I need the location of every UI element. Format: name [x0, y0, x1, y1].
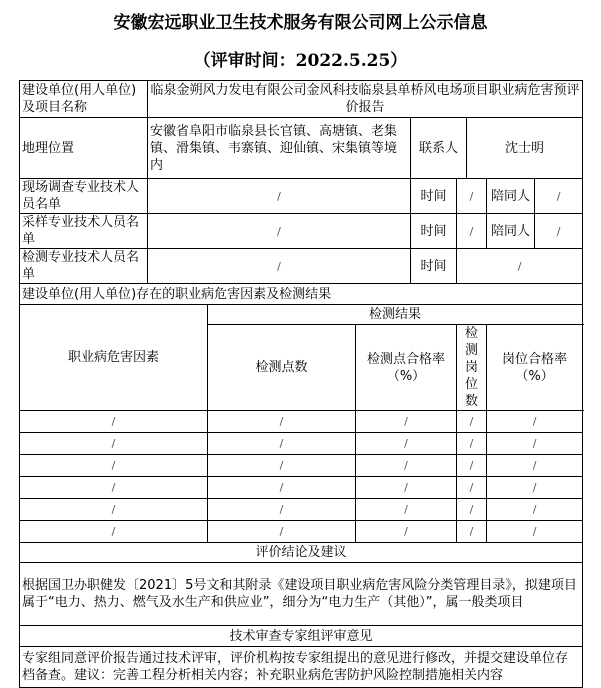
table-cell: / [457, 521, 487, 543]
table-row [20, 411, 583, 433]
table-row [20, 499, 583, 521]
table-cell: / [457, 433, 487, 455]
sampling-companion-value: / [535, 214, 583, 249]
table-cell: / [208, 521, 356, 543]
hazards-section-title: 建设单位(用人单位)存在的职业病危害因素及检测结果 [20, 284, 583, 305]
table-cell: / [487, 477, 583, 499]
survey-time-label: 时间 [411, 179, 457, 214]
survey-companion-label: 陪同人 [487, 179, 535, 214]
table-cell: / [356, 521, 457, 543]
location-value: 安徽省阜阳市临泉县长官镇、高塘镇、老集镇、滑集镇、韦寨镇、迎仙镇、宋集镇等境内 [148, 118, 411, 179]
unit-label: 建设单位(用人单位)及项目名称 [20, 81, 148, 118]
survey-time-value: / [457, 179, 487, 214]
table-cell: / [208, 411, 356, 433]
testing-label: 检测专业技术人员名单 [20, 249, 148, 284]
table-cell: / [20, 455, 208, 477]
table-cell: / [487, 433, 583, 455]
contact-label: 联系人 [411, 118, 467, 179]
table-cell: / [20, 521, 208, 543]
col-header-post-rate: 岗位合格率（%） [487, 325, 583, 411]
table-cell: / [356, 455, 457, 477]
page-title: 安徽宏远职业卫生技术服务有限公司网上公示信息 [113, 13, 488, 33]
col-header-posts: 检测岗位数 [457, 325, 487, 411]
table-cell: / [208, 499, 356, 521]
table-cell: / [457, 455, 487, 477]
table-cell: / [457, 411, 487, 433]
table-cell: / [20, 433, 208, 455]
testing-names: / [148, 249, 411, 284]
sampling-time-label: 时间 [411, 214, 457, 249]
testing-time-value: / [457, 249, 583, 284]
table-cell: / [487, 521, 583, 543]
table-row [20, 455, 583, 477]
table-cell: / [208, 455, 356, 477]
sampling-label: 采样专业技术人员名单 [20, 214, 148, 249]
conclusion-title: 评价结论及建议 [20, 543, 583, 563]
table-cell: / [208, 433, 356, 455]
results-header: 检测结果 [208, 305, 583, 325]
col-header-point-rate: 检测点合格率（%） [356, 325, 457, 411]
table-row [20, 521, 583, 543]
table-cell: / [356, 433, 457, 455]
table-cell: / [487, 455, 583, 477]
col-header-points: 检测点数 [208, 325, 356, 411]
table-row [20, 433, 583, 455]
review-time: （评审时间：2022.5.25） [193, 51, 408, 71]
table-cell: / [356, 499, 457, 521]
table-cell: / [208, 477, 356, 499]
sampling-names: / [148, 214, 411, 249]
table-cell: / [487, 499, 583, 521]
review-text: 专家组同意评价报告通过技术评审，评价机构按专家组提出的意见进行修改，并提交建设单位存档备查。建议：完善工程分析相关内容；补充职业病危害防护风险控制措施相关内容 [20, 647, 583, 688]
disclosure-form [19, 80, 583, 688]
contact-value: 沈士明 [467, 118, 583, 179]
sampling-companion-label: 陪同人 [487, 214, 535, 249]
survey-companion-value: / [535, 179, 583, 214]
table-cell: / [20, 411, 208, 433]
table-cell: / [20, 477, 208, 499]
table-cell: / [487, 411, 583, 433]
table-cell: / [457, 477, 487, 499]
testing-time-label: 时间 [411, 249, 457, 284]
table-cell: / [457, 499, 487, 521]
factor-header: 职业病危害因素 [20, 305, 208, 411]
table-cell: / [356, 411, 457, 433]
survey-names: / [148, 179, 411, 214]
table-cell: / [20, 499, 208, 521]
review-title: 技术审查专家组评审意见 [20, 626, 583, 647]
location-label: 地理位置 [20, 118, 148, 179]
table-row [20, 477, 583, 499]
unit-value: 临泉金朔风力发电有限公司金风科技临泉县单桥风电场项目职业病危害预评价报告 [148, 81, 583, 118]
table-cell: / [356, 477, 457, 499]
conclusion-text: 根据国卫办职健发〔2021〕5号文和其附录《建设项目职业病危害风险分类管理目录》，拟建项目属于“电力、热力、燃气及水生产和供应业”，细分为“电力生产（其他）”，属一般类项目 [20, 563, 583, 626]
sampling-time-value: / [457, 214, 487, 249]
survey-label: 现场调查专业技术人员名单 [20, 179, 148, 214]
